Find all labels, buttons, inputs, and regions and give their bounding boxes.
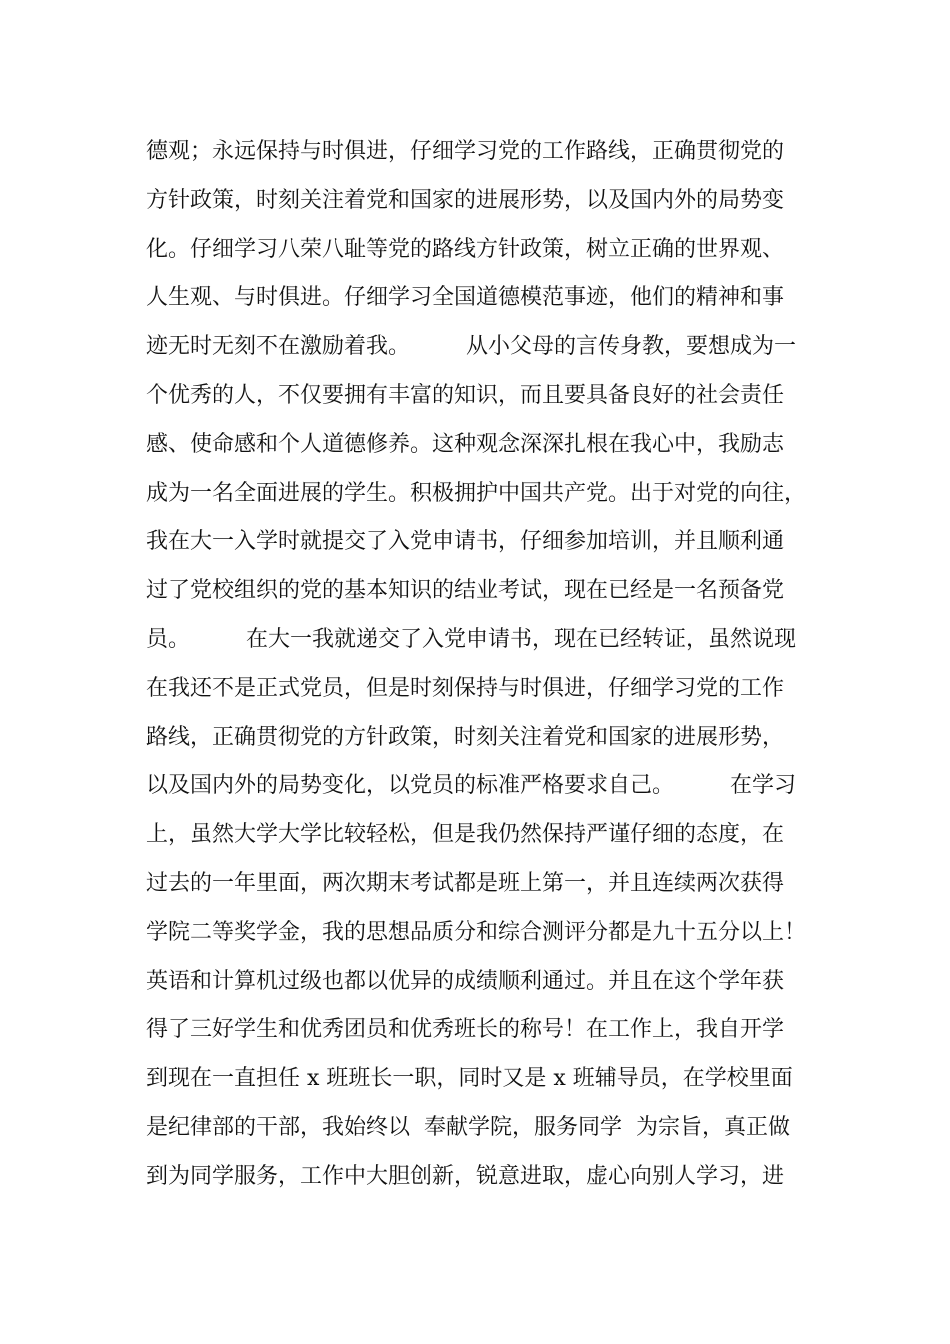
text-line: 到现在一直担任 x 班班长一职，同时又是 x 班辅导员，在学校里面: [146, 1066, 793, 1092]
text-line: 过了党校组织的党的基本知识的结业考试，现在已经是一名预备党: [146, 578, 785, 604]
text-line: 学院二等奖学金，我的思想品质分和综合测评分都是九十五分以上！: [146, 919, 807, 945]
text-line: 路线，正确贯彻党的方针政策，时刻关注着党和国家的进展形势，: [146, 724, 785, 750]
text-line: 个优秀的人，不仅要拥有丰富的知识，而且要具备良好的社会责任: [146, 382, 785, 408]
text-line: 方针政策，时刻关注着党和国家的进展形势，以及国内外的局势变: [146, 187, 785, 213]
text-line: 化。仔细学习八荣八耻等党的路线方针政策，树立正确的世界观、: [146, 236, 785, 262]
text-line: 以及国内外的局势变化，以党员的标准严格要求自己。 在学习: [146, 773, 796, 799]
text-line: 人生观、与时俱进。仔细学习全国道德模范事迹，他们的精神和事: [146, 285, 785, 311]
text-line: 员。 在大一我就递交了入党申请书，现在已经转证，虽然说现: [146, 626, 796, 652]
body-text: [146, 128, 836, 1202]
text-line: 在我还不是正式党员，但是时刻保持与时俱进，仔细学习党的工作: [146, 675, 785, 701]
text-line: 我在大一入学时就提交了入党申请书，仔细参加培训，并且顺利通: [146, 529, 785, 555]
text-line: 是纪律部的干部，我始终以 奉献学院，服务同学 为宗旨，真正做: [146, 1114, 790, 1140]
text-line: 上，虽然大学大学比较轻松，但是我仍然保持严谨仔细的态度，在: [146, 822, 785, 848]
text-line: 过去的一年里面，两次期末考试都是班上第一，并且连续两次获得: [146, 870, 785, 896]
text-line: 得了三好学生和优秀团员和优秀班长的称号！在工作上，我自开学: [146, 1017, 785, 1043]
text-line: 英语和计算机过级也都以优异的成绩顺利通过。并且在这个学年获: [146, 968, 785, 994]
text-line: 迹无时无刻不在激励着我。 从小父母的言传身教，要想成为一: [146, 334, 796, 360]
text-line: 成为一名全面进展的学生。积极拥护中国共产党。出于对党的向往，: [146, 480, 807, 506]
text-line: 感、使命感和个人道德修养。这种观念深深扎根在我心中，我励志: [146, 431, 785, 457]
text-line: 到为同学服务，工作中大胆创新，锐意进取，虚心向别人学习，进: [146, 1163, 785, 1189]
text-line: 德观；永远保持与时俱进，仔细学习党的工作路线，正确贯彻党的: [146, 139, 785, 164]
